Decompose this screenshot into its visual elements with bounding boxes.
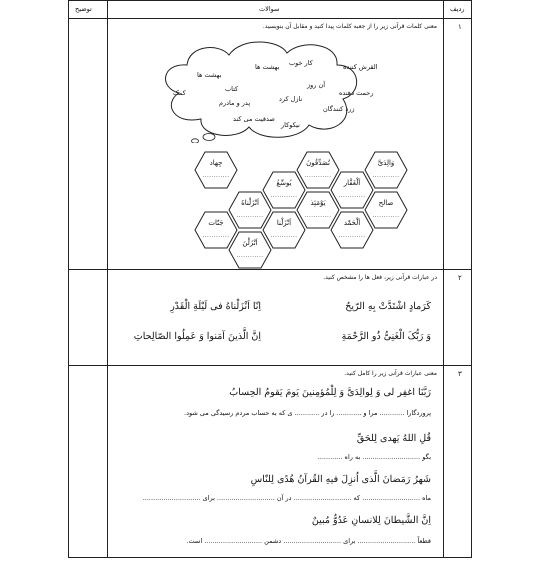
cloud-word: کار خوب (289, 59, 313, 67)
cloud-word: بهشت ها (255, 63, 280, 71)
hexagon-word: وَالِدَیَّ ............ (364, 151, 408, 189)
quran-phrase: اِنّا اَنْزَلْناهُ فی لَیْلَةِ الْقَدْرِ (170, 301, 261, 312)
question-2-instruction: در عبارات قرآنی زیر، فعل ها را مشخص کنید. (323, 274, 437, 281)
translation-blank[interactable]: ماه ............................ که ............................ در آن ............................ برای ............................ (142, 494, 431, 502)
question-2-number: ۲ (458, 274, 462, 282)
quran-verse: قُلِ اللهُ یَهدی لِلحَقِّ (356, 433, 431, 444)
cloud-word: القرش کننده (343, 63, 378, 71)
cloud-word: پدر و مادرم (219, 99, 251, 107)
question-2-divider (69, 365, 471, 366)
cloud-word: نازل کرد (279, 95, 303, 103)
hexagon-word: یَوْمَئِذ ............ (296, 191, 340, 229)
cloud-word: نیکوکار (281, 121, 300, 129)
cloud-word: آن روز (307, 81, 326, 89)
quran-verse: شَهرُ رَمَضانَ الَّذی اُنزِلَ فیهِ القُرآنُ هُدًی لِلنّاسِ (250, 474, 431, 485)
cloud-word: کتاب (225, 85, 239, 93)
question-3-number: ۳ (458, 370, 462, 378)
cloud-word: زرد کنندگان (323, 105, 355, 113)
hexagon-word: یُوسِّعُ ............ (262, 171, 306, 209)
translation-blank[interactable]: پروردگارا ............ مرا و ............ را در ............ ی که به حساب مردم رسیدگی می شود. (184, 409, 431, 417)
quran-phrase: کَرَمادٍ اشْتَدَّتْ بِهِ الرّیحُ (345, 301, 431, 312)
hexagon-word: اَلْحَمْد ............ (330, 211, 374, 249)
cloud-word: رحمت دهنده (339, 89, 374, 97)
hexagon-word: اَلْغَفَّار ............ (330, 171, 374, 209)
question-1-instruction: معنی کلمات قرآنی زیر را از جعبه کلمات پیدا کنید و مقابل آن بنویسید. (262, 23, 437, 30)
hexagon-word: جَنّات ............ (194, 211, 238, 249)
hexagon-word: جِهاد ............ (194, 151, 238, 189)
quran-verse: اِنَّ الشَّیطانَ لِلانسانِ عَدُوٌّ مُبینٌ (311, 515, 431, 526)
header-soalat: سوالات (259, 5, 280, 13)
header-tozih: توضیح (75, 5, 92, 13)
quran-phrase: وَ رَبُّکَ الْغَنِیُّ ذُو الرَّحْمَةِ (341, 331, 431, 342)
translation-blank[interactable]: بگو ............................ به راه ............ (317, 453, 431, 461)
word-cloud (149, 33, 369, 143)
quran-verse: رَبَّنَا اغفِر لی وَ لِوالِدَیَّ وَ لِلْمُؤمِنینَ یَومَ یَقومُ الحِسابُ (229, 387, 431, 398)
hexagon-word: اَنْزَلْناهُ ............ (228, 191, 272, 229)
column-divider-left (107, 1, 108, 557)
column-divider-right (443, 1, 444, 557)
question-1-divider (69, 269, 471, 270)
cloud-word: کمک (173, 89, 186, 97)
question-1-number: ۱ (458, 23, 462, 31)
quran-phrase: اِنَّ الَّذینَ آمَنوا وَ عَمِلُوا الصّالِحاتِ (133, 331, 261, 342)
exam-sheet (68, 0, 472, 558)
header-divider (69, 18, 471, 19)
hexagon-word: صالح ............ (364, 191, 408, 229)
hexagon-word: اَنْزَلْنَ ............ (228, 231, 272, 269)
hexagon-word: تُصَدِّقُونَ ............ (296, 151, 340, 189)
question-3-instruction: معنی عبارات قرآنی زیر را کامل کنید. (344, 370, 437, 377)
cloud-word: بهشت ها (197, 71, 222, 79)
hexagon-word: اَنْزَلْنا ............ (262, 211, 306, 249)
translation-blank[interactable]: قطعاً ............................ برای ............................ دشمن ............................ است. (186, 537, 431, 545)
cloud-word: صدقیت می کند (233, 115, 275, 123)
header-radif: ردیف (450, 5, 465, 13)
